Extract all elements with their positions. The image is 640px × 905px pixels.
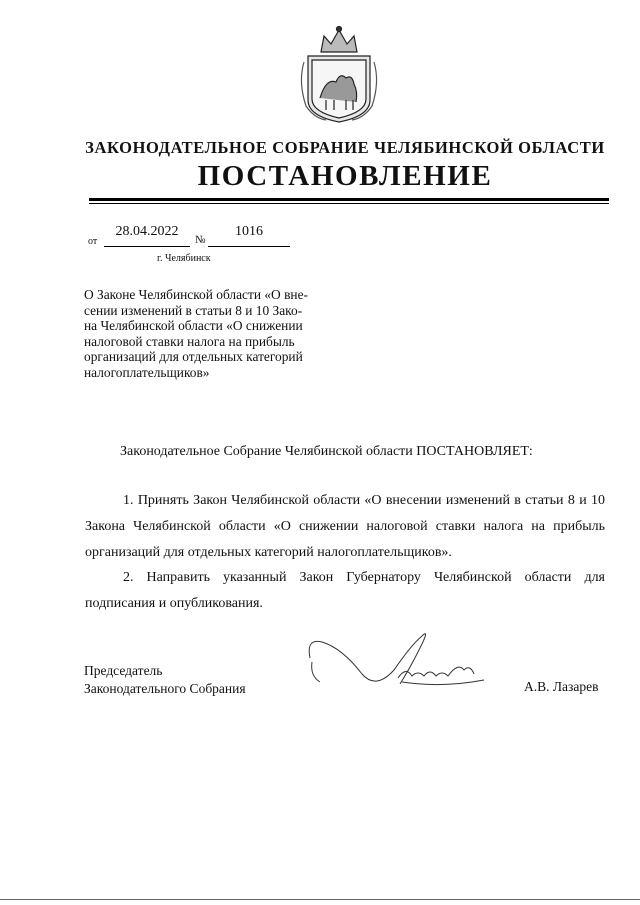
header-divider-thin: [89, 203, 609, 204]
document-subject: [84, 287, 324, 381]
scan-bottom-edge: [0, 899, 640, 900]
signature-icon: [302, 618, 502, 700]
subject-line: сении изменений в статьи 8 и 10 Зако-: [84, 302, 303, 318]
coat-of-arms-icon: [296, 22, 382, 126]
signer-name: А.В. Лазарев: [524, 679, 599, 694]
signer-position-line: Законодательного Собрания: [84, 681, 246, 696]
subject-line: О Законе Челябинской области «О вне-: [84, 287, 308, 302]
decree-item-1: 1. Принять Закон Челябинской области «О внесении изменений в статьи 8 и 10 Закона Челябинской области «О снижении налоговой ставки налога на прибыль организаций для отдельных категорий налогоплательщиков».: [85, 493, 605, 560]
number-underline: [208, 246, 290, 247]
decree-intro: Законодательное Собрание Челябинской области ПОСТАНОВЛЯЕТ:: [120, 444, 533, 459]
city-label: г. Челябинск: [157, 253, 211, 264]
subject-line: на Челябинской области «О снижении: [84, 318, 303, 334]
subject-line: налогоплательщиков»: [84, 364, 210, 380]
document-number: 1016: [235, 224, 263, 239]
date-prefix: от: [88, 236, 98, 247]
date-underline: [104, 246, 190, 247]
signer-position-line: Председатель: [84, 663, 163, 678]
header-divider-thick: [89, 198, 609, 201]
document-date: 28.04.2022: [115, 224, 179, 239]
subject-line: налоговой ставки налога на прибыль: [84, 333, 295, 349]
document-type-title: ПОСТАНОВЛЕНИЕ: [197, 160, 493, 192]
number-prefix: №: [195, 234, 206, 246]
organization-title: ЗАКОНОДАТЕЛЬНОЕ СОБРАНИЕ ЧЕЛЯБИНСКОЙ ОБЛАСТИ: [85, 138, 605, 157]
signer-position: [84, 662, 246, 698]
decree-item-2: 2. Направить указанный Закон Губернатору Челябинской области для подписания и опубликования.: [85, 570, 605, 611]
subject-line: организаций для отдельных категорий: [84, 349, 303, 365]
